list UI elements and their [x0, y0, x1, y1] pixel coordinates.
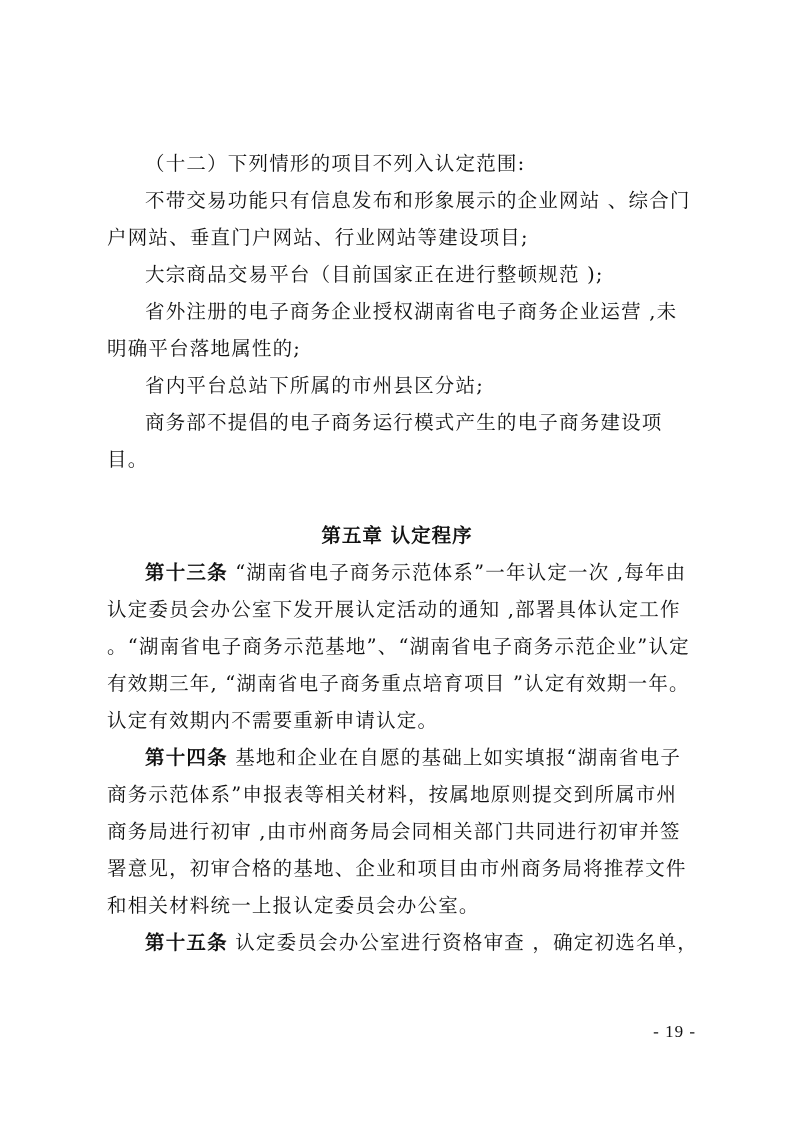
paragraph-line: 署意见，初审合格的基地、企业和项目由市州商务局将推荐文件 [107, 857, 687, 880]
article-label: 第十三条 [145, 561, 228, 584]
paragraph-line: 不带交易功能只有信息发布和形象展示的企业网站 、综合门 [145, 189, 691, 212]
paragraph-line: 。“湖南省电子商务示范基地”、“湖南省电子商务示范企业”认定 [107, 635, 690, 658]
article-text: 基地和企业在自愿的基础上如实填报“湖南省电子 [227, 746, 682, 769]
paragraph-line: 省外注册的电子商务企业授权湖南省电子商务企业运营 ,未 [145, 300, 678, 323]
paragraph-line: 省内平台总站下所属的市州县区分站; [145, 374, 484, 397]
paragraph-line: 户网站、垂直门户网站、行业网站等建设项目; [107, 226, 529, 249]
section-12-heading: （十二）下列情形的项目不列入认定范围: [145, 152, 526, 175]
paragraph-line: 认定委员会办公室下发开展认定活动的通知 ,部署具体认定工作 [107, 598, 681, 621]
article-label: 第十五条 [145, 931, 228, 954]
page-number: - 19 - [653, 1022, 696, 1041]
article-label: 第十四条 [145, 746, 228, 769]
article-text: “湖南省电子商务示范体系”一年认定一次 ,每年由 [227, 561, 687, 584]
article-line [145, 555, 686, 591]
paragraph-line: 大宗商品交易平台（目前国家正在进行整顿规范 ); [145, 263, 604, 286]
chapter-title: 第五章 认定程序 [321, 524, 473, 547]
paragraph-line: 有效期三年, “湖南省电子商务重点培育项目 ”认定有效期一年。 [107, 672, 690, 695]
paragraph-line: 认定有效期内不需要重新申请认定。 [107, 709, 439, 732]
article-line [145, 740, 681, 776]
paragraph-line: 商务部不提倡的电子商务运行模式产生的电子商务建设项 [145, 411, 663, 434]
article-text: 认定委员会办公室进行资格审查 ，确定初选名单， [227, 931, 699, 954]
paragraph-line: 商务局进行初审 ,由市州商务局会同相关部门共同进行初审并签 [107, 820, 681, 843]
paragraph-line: 目。 [107, 448, 149, 471]
paragraph-line: 明确平台落地属性的; [107, 337, 302, 360]
article-line [145, 925, 698, 961]
paragraph-line: 和相关材料统一上报认定委员会办公室。 [107, 894, 480, 917]
paragraph-line: 商务示范体系”申报表等相关材料，按属地原则提交到所属市州 [107, 783, 678, 806]
